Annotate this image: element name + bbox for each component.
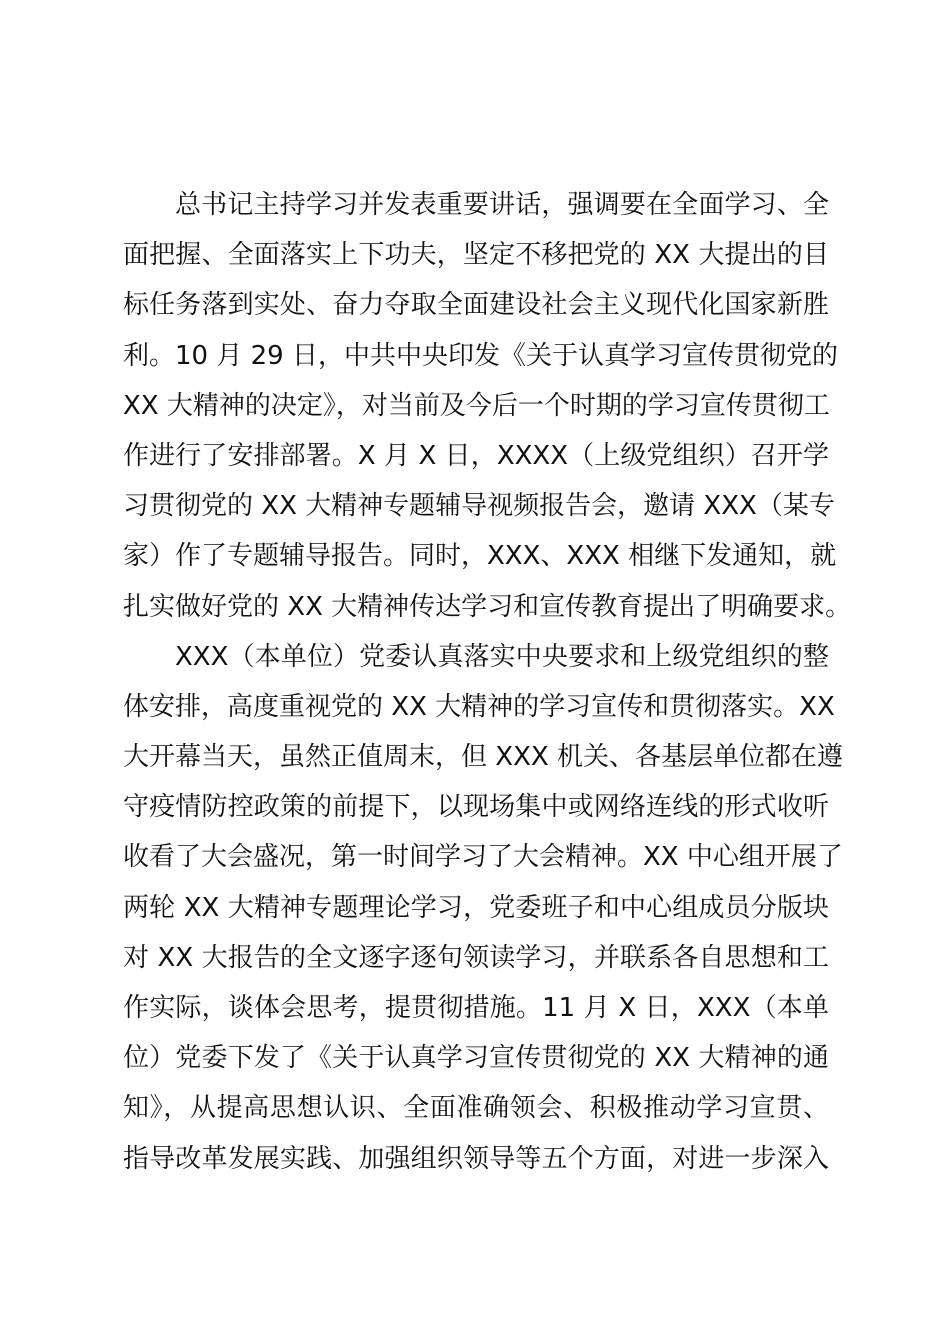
paragraph-line: XX 大精神的决定》，对当前及今后一个时期的学习宣传贯彻工 (123, 390, 830, 421)
paragraph-line: 体安排，高度重视党的 XX 大精神的学习宣传和贯彻落实。XX (123, 691, 835, 722)
paragraph-line: 家）作了专题辅导报告。同时，XXX、XXX 相继下发通知，就 (123, 541, 837, 572)
paragraph-line: 扎实做好党的 XX 大精神传达学习和宣传教育提出了明确要求。 (123, 591, 852, 622)
paragraph-line: 习贯彻党的 XX 大精神专题辅导视频报告会，邀请 XXX（某专 (123, 491, 835, 522)
paragraph-line: 位）党委下发了《关于认真学习宣传贯彻党的 XX 大精神的通 (123, 1043, 829, 1074)
paragraph-line: 两轮 XX 大精神专题理论学习，党委班子和中心组成员分版块 (123, 892, 829, 923)
paragraph-line: 大开幕当天，虽然正值周末，但 XXX 机关、各基层单位都在遵 (123, 742, 843, 773)
paragraph-2 (123, 632, 843, 1184)
paragraph-line: 面把握、全面落实上下功夫，坚定不移把党的 XX 大提出的目 (123, 240, 829, 271)
paragraph-line: 作实际，谈体会思考，提贯彻措施。11 月 X 日，XXX（本单 (123, 993, 829, 1023)
document-body (123, 180, 852, 1184)
paragraph-line: 对 XX 大报告的全文逐字逐句领读学习，并联系各自思想和工 (123, 942, 829, 973)
paragraph-line: 利。10 月 29 日，中共中央印发《关于认真学习宣传贯彻党的 (123, 340, 838, 371)
paragraph-line: 守疫情防控政策的前提下，以现场集中或网络连线的形式收听 (123, 792, 829, 823)
paragraph-1 (123, 180, 852, 632)
paragraph-line: XXX（本单位）党委认真落实中央要求和上级党组织的整 (175, 641, 829, 672)
paragraph-line: 指导改革发展实践、加强组织领导等五个方面，对进一步深入 (123, 1143, 829, 1174)
paragraph-line: 知》，从提高思想认识、全面准确领会、积极推动学习宣贯、 (123, 1093, 829, 1124)
paragraph-line: 收看了大会盛况，第一时间学习了大会精神。XX 中心组开展了 (123, 842, 843, 873)
paragraph-line: 作进行了安排部署。X 月 X 日，XXXX（上级党组织）召开学 (123, 440, 829, 471)
paragraph-line: 总书记主持学习并发表重要讲话，强调要在全面学习、全 (175, 190, 829, 220)
paragraph-line: 标任务落到实处、奋力夺取全面建设社会主义现代化国家新胜 (123, 290, 829, 321)
